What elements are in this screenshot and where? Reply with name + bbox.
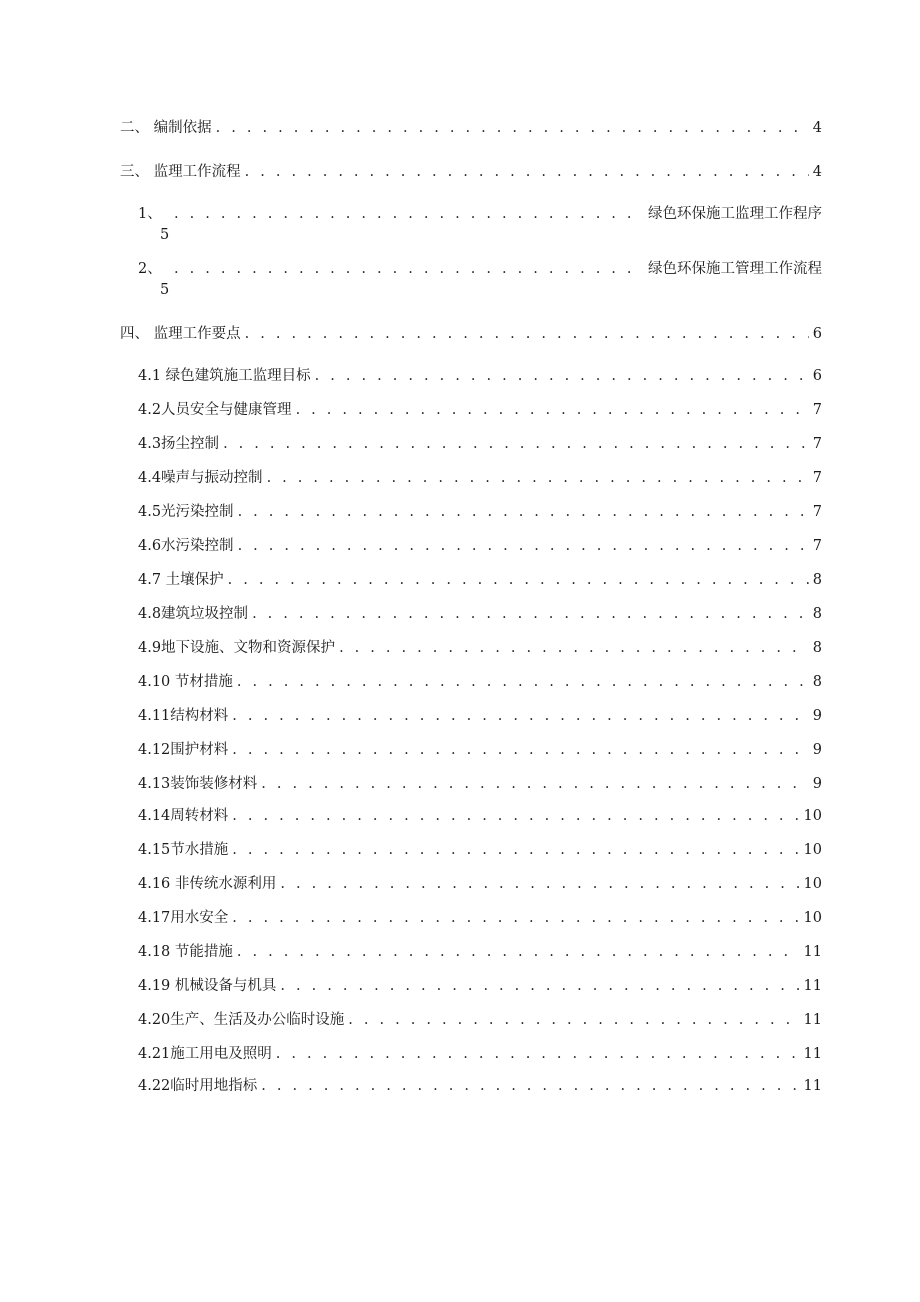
toc-entry-label: 4.11结构材料: [138, 708, 229, 724]
dot-leader: [348, 1010, 799, 1030]
toc-entry-page: 5: [160, 227, 170, 243]
dot-leader: [245, 324, 809, 344]
toc-entry[interactable]: [138, 400, 822, 420]
dot-leader: [216, 118, 809, 138]
toc-entry-label: 4.4噪声与振动控制: [138, 470, 263, 486]
toc-entry[interactable]: [120, 324, 822, 344]
toc-entry-page: 11: [803, 978, 822, 994]
toc-entry-label: 4.5光污染控制: [138, 504, 234, 520]
toc-entry[interactable]: [138, 1044, 822, 1064]
toc-entry[interactable]: [138, 1076, 822, 1096]
toc-entry-label: 4.19 机械设备与机具: [138, 978, 277, 994]
toc-entry-page: 9: [812, 776, 822, 792]
toc-entry-page: 10: [803, 876, 822, 892]
toc-entry-page: 9: [812, 708, 822, 724]
toc-entry-page: 8: [812, 640, 822, 656]
toc-entry[interactable]: [138, 536, 822, 556]
toc-entry-page: 10: [803, 808, 822, 824]
toc-entry[interactable]: [138, 740, 822, 760]
toc-entry[interactable]: [138, 976, 822, 996]
dot-leader: [276, 1044, 800, 1064]
dot-leader: [174, 259, 644, 279]
toc-entry[interactable]: [138, 638, 822, 658]
dot-leader: [339, 638, 809, 658]
dot-leader: [261, 774, 808, 794]
toc-entry[interactable]: [138, 672, 822, 692]
toc-entry[interactable]: [138, 434, 822, 454]
toc-entry[interactable]: [138, 806, 822, 826]
toc-entry-page: 4: [812, 164, 822, 180]
toc-entry-label: 四、 监理工作要点: [120, 326, 241, 342]
dot-leader: [280, 874, 799, 894]
toc-entry[interactable]: [120, 162, 822, 182]
toc-entry-label: 4.2人员安全与健康管理: [138, 402, 292, 418]
toc-entry-page: 7: [812, 402, 822, 418]
toc-entry-number: 1、: [138, 206, 162, 222]
toc-entry-label: 4.14周转材料: [138, 808, 229, 824]
toc-entry[interactable]: [138, 366, 822, 386]
dot-leader: [267, 468, 809, 488]
toc-entry-label: 三、 监理工作流程: [120, 164, 241, 180]
toc-entry[interactable]: [138, 942, 822, 962]
toc-entry-label: 绿色环保施工管理工作流程: [648, 261, 822, 277]
toc-entry-label: 4.10 节材措施: [138, 674, 233, 690]
toc-entry-page: 4: [812, 120, 822, 136]
dot-leader: [245, 162, 809, 182]
toc-entry[interactable]: [138, 204, 822, 224]
dot-leader: [237, 672, 809, 692]
toc-entry[interactable]: [138, 502, 822, 522]
toc-entry[interactable]: [138, 259, 822, 279]
toc-entry-label: 4.21施工用电及照明: [138, 1046, 272, 1062]
toc-entry-label: 绿色环保施工监理工作程序: [648, 206, 822, 222]
toc-entry-label: 4.17用水安全: [138, 910, 229, 926]
toc-entry-label: 4.15节水措施: [138, 842, 229, 858]
toc-entry[interactable]: [138, 840, 822, 860]
toc-entry[interactable]: [138, 706, 822, 726]
toc-entry-page: 8: [812, 572, 822, 588]
toc-entry[interactable]: [138, 570, 822, 590]
toc-entry-label: 4.9地下设施、文物和资源保护: [138, 640, 336, 656]
dot-leader: [280, 976, 799, 996]
toc-entry-page: 8: [812, 606, 822, 622]
toc-entry-label: 4.8建筑垃圾控制: [138, 606, 249, 622]
dot-leader: [223, 434, 809, 454]
toc-entry[interactable]: [138, 604, 822, 624]
dot-leader: [228, 570, 809, 590]
dot-leader: [296, 400, 809, 420]
toc-entry-page: 10: [803, 842, 822, 858]
toc-entry-page: 11: [803, 944, 822, 960]
toc-entry-page: 11: [803, 1046, 822, 1062]
toc-entry-page: 5: [160, 282, 170, 298]
toc-entry[interactable]: [138, 874, 822, 894]
toc-entry[interactable]: [138, 1010, 822, 1030]
toc-entry-page: 10: [803, 910, 822, 926]
toc-entry-page: 7: [812, 538, 822, 554]
toc-entry-page: 7: [812, 470, 822, 486]
dot-leader: [174, 204, 644, 224]
toc-entry-label: 4.12围护材料: [138, 742, 229, 758]
toc-entry-label: 4.18 节能措施: [138, 944, 233, 960]
toc-entry-page: 11: [803, 1078, 822, 1094]
dot-leader: [238, 502, 809, 522]
dot-leader: [252, 604, 809, 624]
toc-entry-page: 11: [803, 1012, 822, 1028]
toc-entry-page: 8: [812, 674, 822, 690]
toc-entry-page: 7: [812, 504, 822, 520]
toc-entry-label: 二、 编制依据: [120, 120, 212, 136]
toc-entry-label: 4.7 土壤保护: [138, 572, 224, 588]
dot-leader: [232, 840, 799, 860]
dot-leader: [232, 740, 808, 760]
toc-entry-label: 4.1 绿色建筑施工监理目标: [138, 368, 311, 384]
dot-leader: [261, 1076, 799, 1096]
toc-entry-page: 6: [812, 326, 822, 342]
toc-entry-page: 9: [812, 742, 822, 758]
dot-leader: [232, 706, 808, 726]
toc-entry-page: 7: [812, 436, 822, 452]
toc-entry-number: 2、: [138, 261, 162, 277]
dot-leader: [232, 806, 799, 826]
toc-entry-label: 4.20生产、生活及办公临时设施: [138, 1012, 345, 1028]
dot-leader: [232, 908, 799, 928]
toc-entry[interactable]: [138, 468, 822, 488]
dot-leader: [237, 942, 800, 962]
toc-entry-page: 6: [812, 368, 822, 384]
toc-entry-label: 4.13装饰装修材料: [138, 776, 258, 792]
toc-entry[interactable]: [138, 908, 822, 928]
toc-entry-label: 4.16 非传统水源利用: [138, 876, 277, 892]
toc-entry[interactable]: [138, 774, 822, 794]
dot-leader: [315, 366, 809, 386]
toc-entry-label: 4.3扬尘控制: [138, 436, 220, 452]
toc-entry[interactable]: [120, 118, 822, 138]
toc-entry-label: 4.6水污染控制: [138, 538, 234, 554]
toc-entry-label: 4.22临时用地指标: [138, 1078, 258, 1094]
dot-leader: [238, 536, 809, 556]
